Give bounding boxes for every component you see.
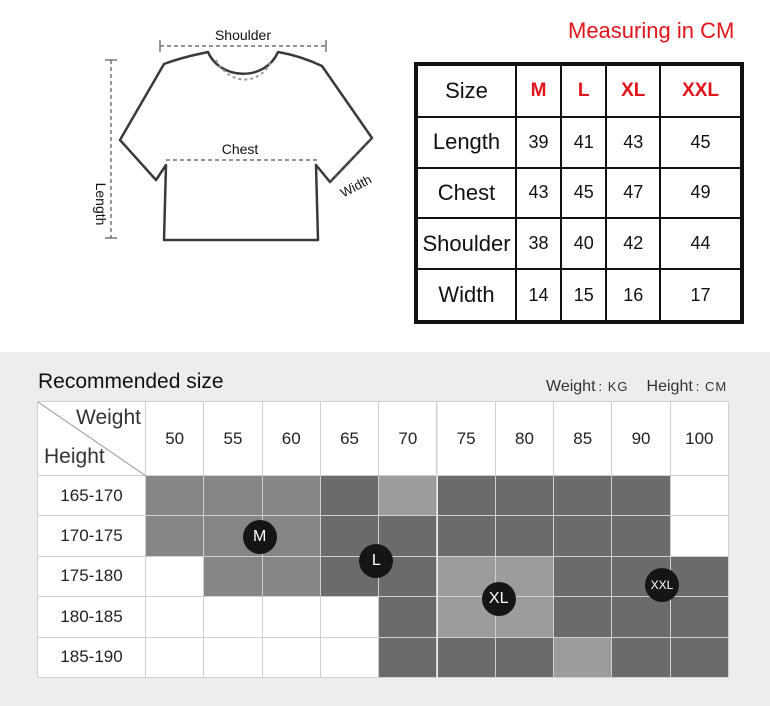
size-fit-cell	[204, 476, 262, 516]
size-value: 47	[606, 168, 660, 219]
chest-label: Chest	[221, 141, 259, 157]
size-value: 42	[606, 218, 660, 269]
size-value: 45	[561, 168, 606, 219]
size-header-cell: Size	[416, 64, 516, 117]
size-fit-cell	[438, 516, 496, 556]
size-fit-cell	[671, 476, 729, 516]
height-header-cell: 185-190	[38, 638, 146, 678]
size-fit-cell	[146, 476, 204, 516]
size-fit-cell	[671, 557, 729, 597]
weight-header-cell: 55	[204, 402, 262, 476]
corner-height-label: Height	[44, 445, 105, 468]
size-fit-cell	[204, 638, 262, 678]
size-badge-xl: XL	[482, 582, 516, 616]
size-value: 40	[561, 218, 606, 269]
size-fit-cell	[321, 638, 379, 678]
weight-header-cell: 90	[612, 402, 670, 476]
height-header-cell: 165-170	[38, 476, 146, 516]
size-fit-cell	[263, 638, 321, 678]
size-fit-cell	[146, 638, 204, 678]
weight-header-cell: 85	[554, 402, 612, 476]
size-fit-cell	[554, 638, 612, 678]
size-table-row-length	[416, 117, 742, 168]
weight-header-cell: 100	[671, 402, 729, 476]
size-value: 43	[606, 117, 660, 168]
size-fit-cell	[612, 516, 670, 556]
size-fit-cell	[671, 516, 729, 556]
size-value: 38	[516, 218, 561, 269]
size-table-header-row	[416, 64, 742, 117]
height-header-cell: 170-175	[38, 516, 146, 556]
height-header-cell: 180-185	[38, 597, 146, 637]
size-table-row-chest	[416, 168, 742, 219]
size-l-header: L	[561, 64, 606, 117]
grid-corner-cell	[38, 402, 146, 476]
size-fit-cell	[554, 476, 612, 516]
size-fit-cell	[146, 597, 204, 637]
size-value: 17	[660, 269, 742, 322]
size-xxl-header: XXL	[660, 64, 742, 117]
row-label: Shoulder	[416, 218, 516, 269]
size-fit-cell	[263, 476, 321, 516]
recommended-size-title: Recommended size	[38, 370, 224, 393]
size-fit-cell	[379, 638, 437, 678]
size-badge-m: M	[243, 520, 277, 554]
units-legend	[546, 378, 727, 396]
size-table-row-shoulder	[416, 218, 742, 269]
size-value: 49	[660, 168, 742, 219]
measure-unit-title: Measuring in CM	[568, 18, 735, 43]
size-fit-cell	[204, 557, 262, 597]
size-value: 45	[660, 117, 742, 168]
size-table-row-width	[416, 269, 742, 322]
corner-weight-label: Weight	[76, 406, 141, 429]
size-value: 44	[660, 218, 742, 269]
size-fit-cell	[554, 557, 612, 597]
height-unit: : CM	[695, 379, 728, 394]
size-badge-xxl: XXL	[645, 568, 679, 602]
size-fit-cell	[146, 516, 204, 556]
size-badge-l: L	[359, 544, 393, 578]
size-fit-cell	[204, 597, 262, 637]
size-fit-cell	[321, 476, 379, 516]
size-m-header: M	[516, 64, 561, 117]
size-fit-cell	[438, 476, 496, 516]
size-fit-cell	[379, 597, 437, 637]
weight-header-cell: 70	[379, 402, 437, 476]
size-fit-cell	[612, 597, 670, 637]
weight-header-cell: 75	[438, 402, 496, 476]
size-fit-cell	[263, 557, 321, 597]
size-fit-cell	[146, 557, 204, 597]
length-label: Length	[93, 182, 109, 226]
weight-header-cell: 65	[321, 402, 379, 476]
size-value: 41	[561, 117, 606, 168]
height-unit-label: Height	[646, 378, 693, 395]
row-label: Chest	[416, 168, 516, 219]
size-value: 43	[516, 168, 561, 219]
row-label: Length	[416, 117, 516, 168]
size-fit-cell	[496, 476, 554, 516]
weight-header-cell: 50	[146, 402, 204, 476]
width-label: Width	[337, 171, 375, 201]
size-fit-cell	[496, 638, 554, 678]
size-fit-cell	[612, 638, 670, 678]
size-fit-cell	[438, 638, 496, 678]
size-value: 39	[516, 117, 561, 168]
weight-unit-label: Weight	[546, 378, 596, 395]
height-header-cell: 175-180	[38, 557, 146, 597]
size-fit-cell	[671, 597, 729, 637]
tshirt-diagram	[90, 20, 390, 250]
size-fit-cell	[554, 597, 612, 637]
size-fit-cell	[263, 597, 321, 637]
size-fit-cell	[379, 476, 437, 516]
size-value: 14	[516, 269, 561, 322]
size-value: 15	[561, 269, 606, 322]
weight-header-cell: 60	[263, 402, 321, 476]
row-label: Width	[416, 269, 516, 322]
weight-unit: : KG	[598, 379, 629, 394]
recommended-size-grid	[37, 401, 728, 677]
size-xl-header: XL	[606, 64, 660, 117]
size-table	[414, 62, 744, 324]
size-value: 16	[606, 269, 660, 322]
size-fit-cell	[612, 476, 670, 516]
shoulder-label: Shoulder	[214, 27, 272, 43]
size-fit-cell	[496, 516, 554, 556]
weight-header-cell: 80	[496, 402, 554, 476]
size-fit-cell	[554, 516, 612, 556]
size-fit-cell	[671, 638, 729, 678]
size-fit-cell	[321, 597, 379, 637]
